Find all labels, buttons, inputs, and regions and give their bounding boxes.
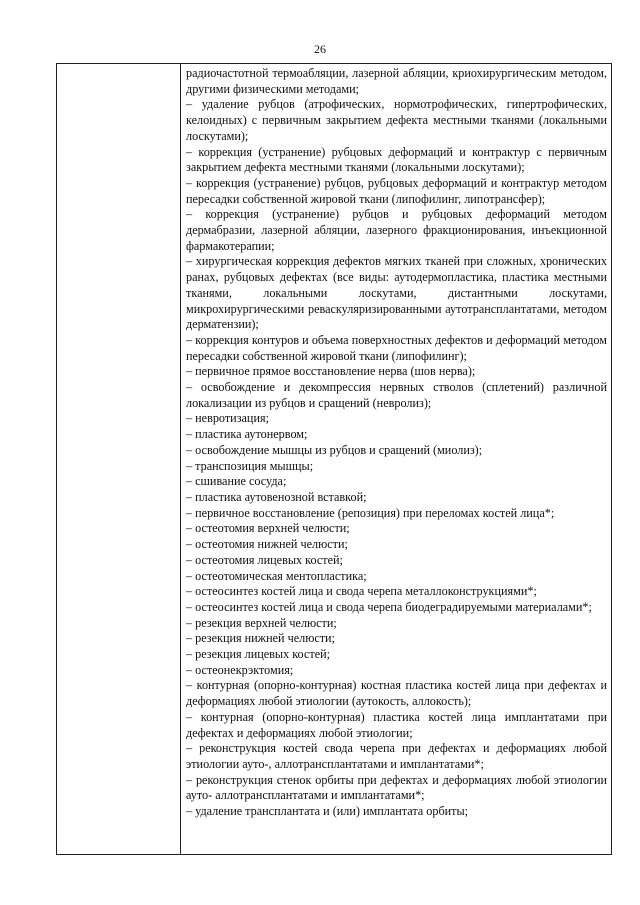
list-item: – остеотомия лицевых костей; bbox=[186, 552, 343, 567]
list-item: – коррекция контуров и объема поверхностных дефектов и деформаций методом пересадки собственной жировой ткани (липофилинг); bbox=[186, 332, 607, 363]
list-item: – реконструкция стенок орбиты при дефектах и деформациях любой этиологии ауто- аллотрансплантатами и имплантатами*; bbox=[186, 772, 607, 803]
list-item: – реконструкция костей свода черепа при дефектах и деформациях любой этиологии ауто-, аллотрансплантатами и имплантатами*; bbox=[186, 741, 607, 771]
list-item: – освобождение и декомпрессия нервных стволов (сплетений) различной локализации из рубцов и сращений (невролиз); bbox=[186, 380, 607, 410]
table-left-cell bbox=[57, 64, 181, 854]
list-item: – резекция лицевых костей; bbox=[186, 647, 331, 662]
list-item: – резекция нижней челюсти; bbox=[186, 631, 335, 646]
list-item: радиочастотной термоабляции, лазерной абляции, криохирургическим методом, другими физическими методами; bbox=[186, 66, 607, 96]
list-item: – остеотомия нижней челюсти; bbox=[186, 537, 348, 552]
list-item: – остеонекрэктомия; bbox=[186, 662, 294, 677]
list-item: – сшивание сосуда; bbox=[186, 474, 287, 489]
list-item: – хирургическая коррекция дефектов мягких тканей при сложных, хронических ранах, рубцовых дефектах (все виды: аутодермопластика, пластика местными тканями, локальными лоскутами, дистантными лоскутами, микрохирургическими реваскуляризированными аутотрансплантатами, методом дерматензии); bbox=[186, 254, 607, 332]
list-item: – коррекция (устранение) рубцовых деформаций и контрактур с первичным закрытием дефекта местными тканями (локальными лоскутами); bbox=[186, 144, 607, 175]
list-item: – контурная (опорно-контурная) костная пластика костей лица при дефектах и деформациях любой этиологии (аутокость, аллокость); bbox=[186, 678, 607, 709]
list-item: – первичное восстановление (репозиция) при переломах костей лица*; bbox=[186, 505, 555, 520]
procedures-table bbox=[56, 63, 612, 855]
list-item: – остеотомия верхней челюсти; bbox=[186, 521, 350, 536]
list-item: – первичное прямое восстановление нерва (шов нерва); bbox=[186, 364, 476, 379]
list-item: – остеотомическая ментопластика; bbox=[186, 568, 367, 583]
list-item: – резекция верхней челюсти; bbox=[186, 615, 337, 630]
list-item: – пластика аутонервом; bbox=[186, 427, 308, 442]
list-item: – транспозиция мышцы; bbox=[186, 458, 314, 473]
list-item: – коррекция (устранение) рубцов, рубцовых деформаций и контрактур методом пересадки собственной жировой ткани (липофилинг, липотрансфер); bbox=[186, 175, 607, 206]
list-item: – остеосинтез костей лица и свода черепа биодеградируемыми материалами*; bbox=[186, 599, 592, 614]
list-item: – пластика аутовенозной вставкой; bbox=[186, 489, 367, 504]
list-item: – удаление трансплантата и (или) имплантата орбиты; bbox=[186, 804, 469, 819]
list-item: – контурная (опорно-контурная) пластика костей лица имплантатами при дефектах и деформациях любой этиологии; bbox=[186, 709, 607, 740]
list-item: – остеосинтез костей лица и свода черепа металлоконструкциями*; bbox=[186, 584, 537, 599]
list-item: – невротизация; bbox=[186, 411, 269, 426]
page-number: 26 bbox=[314, 42, 326, 56]
list-item: – коррекция (устранение) рубцов и рубцовых деформаций методом дермабразии, лазерной абляции, лазерного фракционирования, инъекционной фармакотерапии; bbox=[186, 207, 607, 253]
list-item: – удаление рубцов (атрофических, нормотрофических, гипертрофических, келоидных) с первичным закрытием дефекта местными тканями (локальными лоскутами); bbox=[186, 97, 607, 143]
procedures-list bbox=[181, 64, 611, 820]
list-item: – освобождение мышцы из рубцов и сращений (миолиз); bbox=[186, 442, 483, 457]
